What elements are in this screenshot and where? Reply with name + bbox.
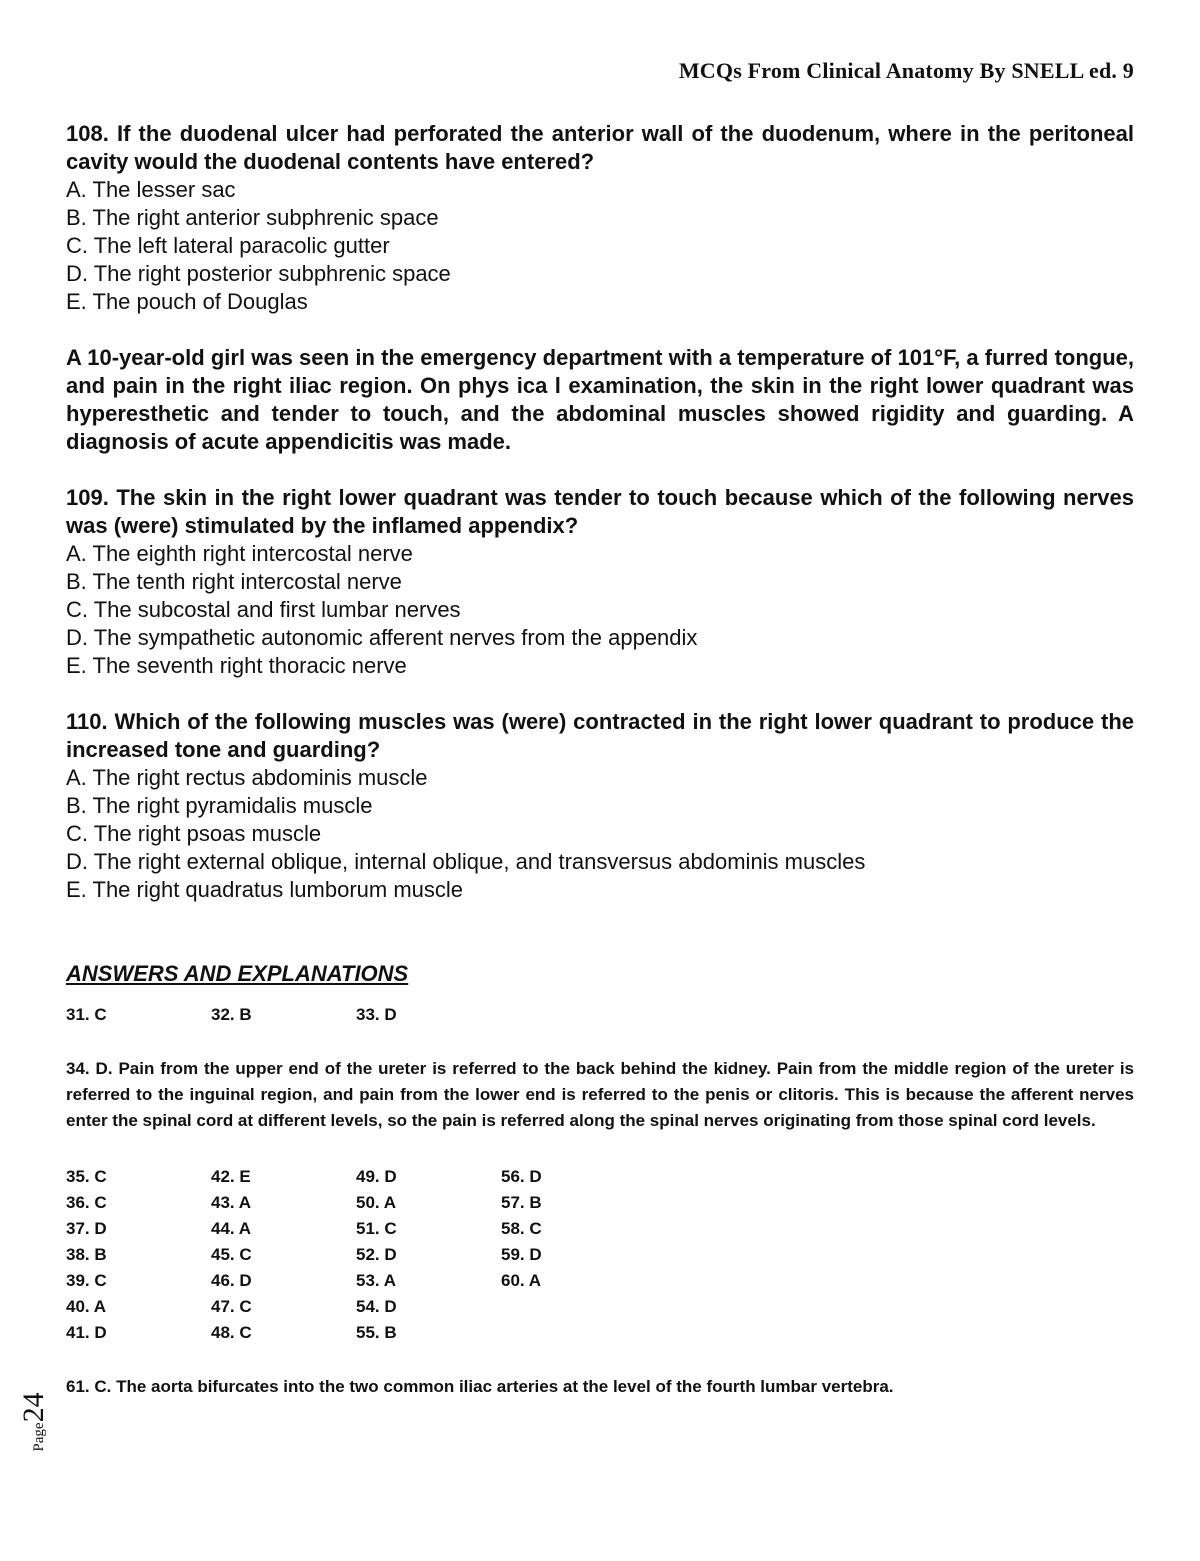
answer-39: 39. C — [66, 1271, 107, 1290]
answer-55: 55. B — [356, 1323, 397, 1342]
option-list — [66, 176, 1134, 316]
page-word: Page — [31, 1422, 47, 1452]
answer-36: 36. C — [66, 1193, 107, 1212]
option-list — [66, 540, 1134, 680]
option-b: B. The right anterior subphrenic space — [66, 205, 439, 230]
answer-empty — [501, 1294, 646, 1320]
answer-empty — [501, 1320, 646, 1346]
answer-32: 32. B — [211, 1005, 252, 1024]
question-stem: 110. Which of the following muscles was (were) contracted in the right lower quadrant to produce the increased tone and guarding? — [66, 709, 1134, 762]
answer-44: 44. A — [211, 1219, 252, 1238]
answer-60: 60. A — [501, 1271, 542, 1290]
option-b: B. The right pyramidalis muscle — [66, 793, 373, 818]
answer-54: 54. D — [356, 1297, 397, 1316]
option-c: C. The subcostal and first lumbar nerves — [66, 597, 461, 622]
option-e: E. The seventh right thoracic nerve — [66, 653, 407, 678]
answer-row-31-33 — [66, 1002, 1134, 1028]
page-number: 24 — [17, 1392, 50, 1423]
explanation-61: 61. C. The aorta bifurcates into the two common iliac arteries at the level of the fourth lumbar vertebra. — [66, 1377, 894, 1396]
answer-52: 52. D — [356, 1245, 397, 1264]
question-108 — [66, 120, 1134, 316]
option-e: E. The right quadratus lumborum muscle — [66, 877, 463, 902]
question-stem: 108. If the duodenal ulcer had perforated the anterior wall of the duodenum, where in the peritoneal cavity would the duodenal contents have entered? — [66, 121, 1134, 174]
answers-heading: ANSWERS AND EXPLANATIONS — [66, 961, 409, 986]
explanation-34: 34. D. Pain from the upper end of the ureter is referred to the back behind the kidney. Pain from the middle region of the ureter is referred to the inguinal region, and pain from the lower end is referred to the penis or clitoris. This is because the afferent nerves enter the spinal cord at different levels, so the pain is referred along the spinal nerves originating from those spinal cord levels. — [66, 1059, 1134, 1130]
answer-35: 35. C — [66, 1167, 107, 1186]
question-110 — [66, 708, 1134, 904]
question-109 — [66, 484, 1134, 680]
answer-58: 58. C — [501, 1219, 542, 1238]
answer-53: 53. A — [356, 1271, 397, 1290]
option-d: D. The sympathetic autonomic afferent nerves from the appendix — [66, 625, 698, 650]
running-header: MCQs From Clinical Anatomy By SNELL ed. 9 — [678, 58, 1134, 83]
answer-59: 59. D — [501, 1245, 542, 1264]
answer-49: 49. D — [356, 1167, 397, 1186]
option-list — [66, 764, 1134, 904]
answer-42: 42. E — [211, 1167, 251, 1186]
answer-43: 43. A — [211, 1193, 252, 1212]
answer-50: 50. A — [356, 1193, 397, 1212]
option-a: A. The eighth right intercostal nerve — [66, 541, 413, 566]
answer-41: 41. D — [66, 1323, 107, 1342]
answer-48: 48. C — [211, 1323, 252, 1342]
option-a: A. The lesser sac — [66, 177, 236, 202]
answer-40: 40. A — [66, 1297, 107, 1316]
answer-56: 56. D — [501, 1167, 542, 1186]
answer-37: 37. D — [66, 1219, 107, 1238]
question-stem: 109. The skin in the right lower quadrant was tender to touch because which of the following nerves was (were) stimulated by the inflamed appendix? — [66, 485, 1134, 538]
answer-51: 51. C — [356, 1219, 397, 1238]
option-c: C. The left lateral paracolic gutter — [66, 233, 390, 258]
option-c: C. The right psoas muscle — [66, 821, 322, 846]
answer-46: 46. D — [211, 1271, 252, 1290]
option-d: D. The right posterior subphrenic space — [66, 261, 451, 286]
answer-31: 31. C — [66, 1005, 107, 1024]
option-b: B. The tenth right intercostal nerve — [66, 569, 402, 594]
clinical-vignette: A 10-year-old girl was seen in the emergency department with a temperature of 101°F, a furred tongue, and pain in the right iliac region. On phys ica l examination, the skin in the right lower quadrant was hyperesthetic and tender to touch, and the abdominal muscles showed rigidity and guarding. A diagnosis of acute appendicitis was made. — [66, 345, 1134, 454]
answer-33: 33. D — [356, 1005, 397, 1024]
answer-47: 47. C — [211, 1297, 252, 1316]
answer-grid — [66, 1164, 1134, 1346]
page-content — [66, 120, 1134, 1400]
answer-38: 38. B — [66, 1245, 107, 1264]
answer-45: 45. C — [211, 1245, 252, 1264]
option-a: A. The right rectus abdominis muscle — [66, 765, 428, 790]
answer-57: 57. B — [501, 1193, 542, 1212]
option-d: D. The right external oblique, internal oblique, and transversus abdominis muscles — [66, 849, 866, 874]
option-e: E. The pouch of Douglas — [66, 289, 308, 314]
page-number-label — [17, 1372, 50, 1472]
